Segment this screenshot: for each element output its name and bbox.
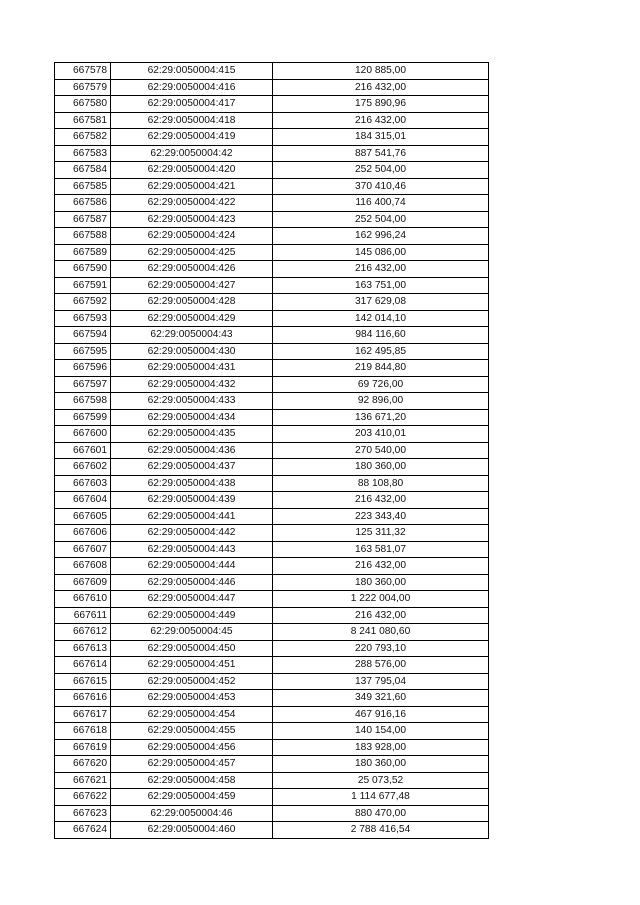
cadastral-number-cell: 62:29:0050004:443: [111, 541, 273, 558]
table-row: [55, 195, 489, 212]
record-number-cell: 667585: [55, 178, 111, 195]
cadastral-value-cell: 183 928,00: [273, 739, 489, 756]
cadastral-number-cell: 62:29:0050004:434: [111, 409, 273, 426]
cadastral-number-cell: 62:29:0050004:438: [111, 475, 273, 492]
cadastral-number-cell: 62:29:0050004:427: [111, 277, 273, 294]
cadastral-number-cell: 62:29:0050004:447: [111, 591, 273, 608]
cadastral-number-cell: 62:29:0050004:455: [111, 723, 273, 740]
cadastral-number-cell: 62:29:0050004:436: [111, 442, 273, 459]
cadastral-number-cell: 62:29:0050004:422: [111, 195, 273, 212]
cadastral-value-cell: 116 400,74: [273, 195, 489, 212]
record-number-cell: 667608: [55, 558, 111, 575]
table-row: [55, 294, 489, 311]
table-row: [55, 360, 489, 377]
table-row: [55, 145, 489, 162]
cadastral-number-cell: 62:29:0050004:453: [111, 690, 273, 707]
cadastral-number-cell: 62:29:0050004:439: [111, 492, 273, 509]
record-number-cell: 667607: [55, 541, 111, 558]
cadastral-value-cell: 216 432,00: [273, 112, 489, 129]
cadastral-number-cell: 62:29:0050004:437: [111, 459, 273, 476]
record-number-cell: 667592: [55, 294, 111, 311]
cadastral-value-cell: 125 311,32: [273, 525, 489, 542]
cadastral-number-cell: 62:29:0050004:426: [111, 261, 273, 278]
cadastral-value-cell: 92 896,00: [273, 393, 489, 410]
record-number-cell: 667582: [55, 129, 111, 146]
table-row: [55, 706, 489, 723]
cadastral-value-cell: 349 321,60: [273, 690, 489, 707]
table-row: [55, 393, 489, 410]
cadastral-number-cell: 62:29:0050004:43: [111, 327, 273, 344]
cadastral-value-cell: 1 222 004,00: [273, 591, 489, 608]
table-row: [55, 96, 489, 113]
record-number-cell: 667601: [55, 442, 111, 459]
cadastral-number-cell: 62:29:0050004:450: [111, 640, 273, 657]
record-number-cell: 667611: [55, 607, 111, 624]
cadastral-value-cell: 163 581,07: [273, 541, 489, 558]
record-number-cell: 667600: [55, 426, 111, 443]
table-row: [55, 327, 489, 344]
record-number-cell: 667581: [55, 112, 111, 129]
record-number-cell: 667621: [55, 772, 111, 789]
record-number-cell: 667603: [55, 475, 111, 492]
record-number-cell: 667591: [55, 277, 111, 294]
record-number-cell: 667588: [55, 228, 111, 245]
table-row: [55, 310, 489, 327]
cadastral-number-cell: 62:29:0050004:459: [111, 789, 273, 806]
cadastral-value-cell: 219 844,80: [273, 360, 489, 377]
record-number-cell: 667578: [55, 63, 111, 80]
record-number-cell: 667609: [55, 574, 111, 591]
table-row: [55, 162, 489, 179]
cadastral-value-table: [54, 62, 489, 839]
record-number-cell: 667597: [55, 376, 111, 393]
cadastral-number-cell: 62:29:0050004:452: [111, 673, 273, 690]
cadastral-value-cell: 120 885,00: [273, 63, 489, 80]
cadastral-value-cell: 142 014,10: [273, 310, 489, 327]
table-row: [55, 178, 489, 195]
cadastral-value-cell: 220 793,10: [273, 640, 489, 657]
cadastral-value-cell: 216 432,00: [273, 79, 489, 96]
record-number-cell: 667596: [55, 360, 111, 377]
cadastral-number-cell: 62:29:0050004:42: [111, 145, 273, 162]
cadastral-value-cell: 184 315,01: [273, 129, 489, 146]
table-row: [55, 409, 489, 426]
cadastral-number-cell: 62:29:0050004:458: [111, 772, 273, 789]
cadastral-number-cell: 62:29:0050004:431: [111, 360, 273, 377]
cadastral-number-cell: 62:29:0050004:451: [111, 657, 273, 674]
cadastral-value-cell: 180 360,00: [273, 574, 489, 591]
table-row: [55, 723, 489, 740]
cadastral-number-cell: 62:29:0050004:424: [111, 228, 273, 245]
table-row: [55, 690, 489, 707]
cadastral-value-cell: 252 504,00: [273, 162, 489, 179]
cadastral-value-cell: 887 541,76: [273, 145, 489, 162]
table-row: [55, 442, 489, 459]
record-number-cell: 667580: [55, 96, 111, 113]
table-row: [55, 112, 489, 129]
cadastral-value-cell: 2 788 416,54: [273, 822, 489, 839]
cadastral-value-cell: 984 116,60: [273, 327, 489, 344]
record-number-cell: 667583: [55, 145, 111, 162]
record-number-cell: 667584: [55, 162, 111, 179]
cadastral-number-cell: 62:29:0050004:415: [111, 63, 273, 80]
table-row: [55, 343, 489, 360]
record-number-cell: 667586: [55, 195, 111, 212]
cadastral-number-cell: 62:29:0050004:457: [111, 756, 273, 773]
table-row: [55, 574, 489, 591]
cadastral-value-cell: 8 241 080,60: [273, 624, 489, 641]
record-number-cell: 667594: [55, 327, 111, 344]
cadastral-number-cell: 62:29:0050004:419: [111, 129, 273, 146]
table-row: [55, 772, 489, 789]
cadastral-value-cell: 216 432,00: [273, 607, 489, 624]
record-number-cell: 667613: [55, 640, 111, 657]
record-number-cell: 667587: [55, 211, 111, 228]
table-row: [55, 558, 489, 575]
record-number-cell: 667604: [55, 492, 111, 509]
record-number-cell: 667615: [55, 673, 111, 690]
table-row: [55, 673, 489, 690]
table-row: [55, 426, 489, 443]
record-number-cell: 667606: [55, 525, 111, 542]
record-number-cell: 667622: [55, 789, 111, 806]
cadastral-number-cell: 62:29:0050004:433: [111, 393, 273, 410]
cadastral-value-cell: 137 795,04: [273, 673, 489, 690]
cadastral-number-cell: 62:29:0050004:456: [111, 739, 273, 756]
record-number-cell: 667605: [55, 508, 111, 525]
record-number-cell: 667618: [55, 723, 111, 740]
table-row: [55, 640, 489, 657]
table-row: [55, 475, 489, 492]
cadastral-number-cell: 62:29:0050004:446: [111, 574, 273, 591]
cadastral-value-cell: 467 916,16: [273, 706, 489, 723]
record-number-cell: 667614: [55, 657, 111, 674]
cadastral-number-cell: 62:29:0050004:423: [111, 211, 273, 228]
table-row: [55, 79, 489, 96]
cadastral-value-cell: 252 504,00: [273, 211, 489, 228]
record-number-cell: 667617: [55, 706, 111, 723]
cadastral-value-cell: 216 432,00: [273, 261, 489, 278]
record-number-cell: 667599: [55, 409, 111, 426]
cadastral-value-cell: 370 410,46: [273, 178, 489, 195]
cadastral-value-cell: 180 360,00: [273, 459, 489, 476]
cadastral-number-cell: 62:29:0050004:46: [111, 805, 273, 822]
record-number-cell: 667623: [55, 805, 111, 822]
cadastral-value-cell: 145 086,00: [273, 244, 489, 261]
cadastral-value-cell: 317 629,08: [273, 294, 489, 311]
cadastral-number-cell: 62:29:0050004:420: [111, 162, 273, 179]
cadastral-number-cell: 62:29:0050004:417: [111, 96, 273, 113]
cadastral-number-cell: 62:29:0050004:428: [111, 294, 273, 311]
cadastral-number-cell: 62:29:0050004:454: [111, 706, 273, 723]
table-row: [55, 805, 489, 822]
table-row: [55, 756, 489, 773]
cadastral-value-cell: 1 114 677,48: [273, 789, 489, 806]
cadastral-value-cell: 69 726,00: [273, 376, 489, 393]
cadastral-value-cell: 288 576,00: [273, 657, 489, 674]
record-number-cell: 667595: [55, 343, 111, 360]
cadastral-value-cell: 136 671,20: [273, 409, 489, 426]
cadastral-number-cell: 62:29:0050004:444: [111, 558, 273, 575]
record-number-cell: 667610: [55, 591, 111, 608]
table-row: [55, 277, 489, 294]
cadastral-number-cell: 62:29:0050004:45: [111, 624, 273, 641]
cadastral-number-cell: 62:29:0050004:442: [111, 525, 273, 542]
table-row: [55, 789, 489, 806]
record-number-cell: 667612: [55, 624, 111, 641]
cadastral-number-cell: 62:29:0050004:435: [111, 426, 273, 443]
table-row: [55, 63, 489, 80]
cadastral-number-cell: 62:29:0050004:449: [111, 607, 273, 624]
cadastral-value-cell: 175 890,96: [273, 96, 489, 113]
table-row: [55, 459, 489, 476]
cadastral-number-cell: 62:29:0050004:441: [111, 508, 273, 525]
cadastral-value-cell: 163 751,00: [273, 277, 489, 294]
table-row: [55, 607, 489, 624]
record-number-cell: 667579: [55, 79, 111, 96]
record-number-cell: 667593: [55, 310, 111, 327]
table-body: [55, 63, 489, 839]
table-row: [55, 492, 489, 509]
cadastral-value-cell: 88 108,80: [273, 475, 489, 492]
cadastral-number-cell: 62:29:0050004:421: [111, 178, 273, 195]
record-number-cell: 667616: [55, 690, 111, 707]
cadastral-value-cell: 25 073,52: [273, 772, 489, 789]
cadastral-number-cell: 62:29:0050004:430: [111, 343, 273, 360]
cadastral-number-cell: 62:29:0050004:425: [111, 244, 273, 261]
table-row: [55, 261, 489, 278]
record-number-cell: 667620: [55, 756, 111, 773]
cadastral-number-cell: 62:29:0050004:460: [111, 822, 273, 839]
document-page: [54, 62, 488, 839]
table-row: [55, 591, 489, 608]
cadastral-value-cell: 162 996,24: [273, 228, 489, 245]
cadastral-value-cell: 203 410,01: [273, 426, 489, 443]
record-number-cell: 667602: [55, 459, 111, 476]
table-row: [55, 508, 489, 525]
table-row: [55, 211, 489, 228]
table-row: [55, 129, 489, 146]
cadastral-value-cell: 880 470,00: [273, 805, 489, 822]
table-row: [55, 525, 489, 542]
cadastral-value-cell: 180 360,00: [273, 756, 489, 773]
table-row: [55, 624, 489, 641]
cadastral-number-cell: 62:29:0050004:416: [111, 79, 273, 96]
record-number-cell: 667619: [55, 739, 111, 756]
cadastral-value-cell: 216 432,00: [273, 492, 489, 509]
table-row: [55, 822, 489, 839]
cadastral-value-cell: 162 495,85: [273, 343, 489, 360]
cadastral-number-cell: 62:29:0050004:418: [111, 112, 273, 129]
record-number-cell: 667598: [55, 393, 111, 410]
table-row: [55, 739, 489, 756]
table-row: [55, 541, 489, 558]
cadastral-value-cell: 140 154,00: [273, 723, 489, 740]
cadastral-number-cell: 62:29:0050004:432: [111, 376, 273, 393]
record-number-cell: 667589: [55, 244, 111, 261]
cadastral-value-cell: 270 540,00: [273, 442, 489, 459]
cadastral-value-cell: 216 432,00: [273, 558, 489, 575]
record-number-cell: 667624: [55, 822, 111, 839]
record-number-cell: 667590: [55, 261, 111, 278]
table-row: [55, 376, 489, 393]
cadastral-number-cell: 62:29:0050004:429: [111, 310, 273, 327]
table-row: [55, 228, 489, 245]
table-row: [55, 244, 489, 261]
table-row: [55, 657, 489, 674]
cadastral-value-cell: 223 343,40: [273, 508, 489, 525]
